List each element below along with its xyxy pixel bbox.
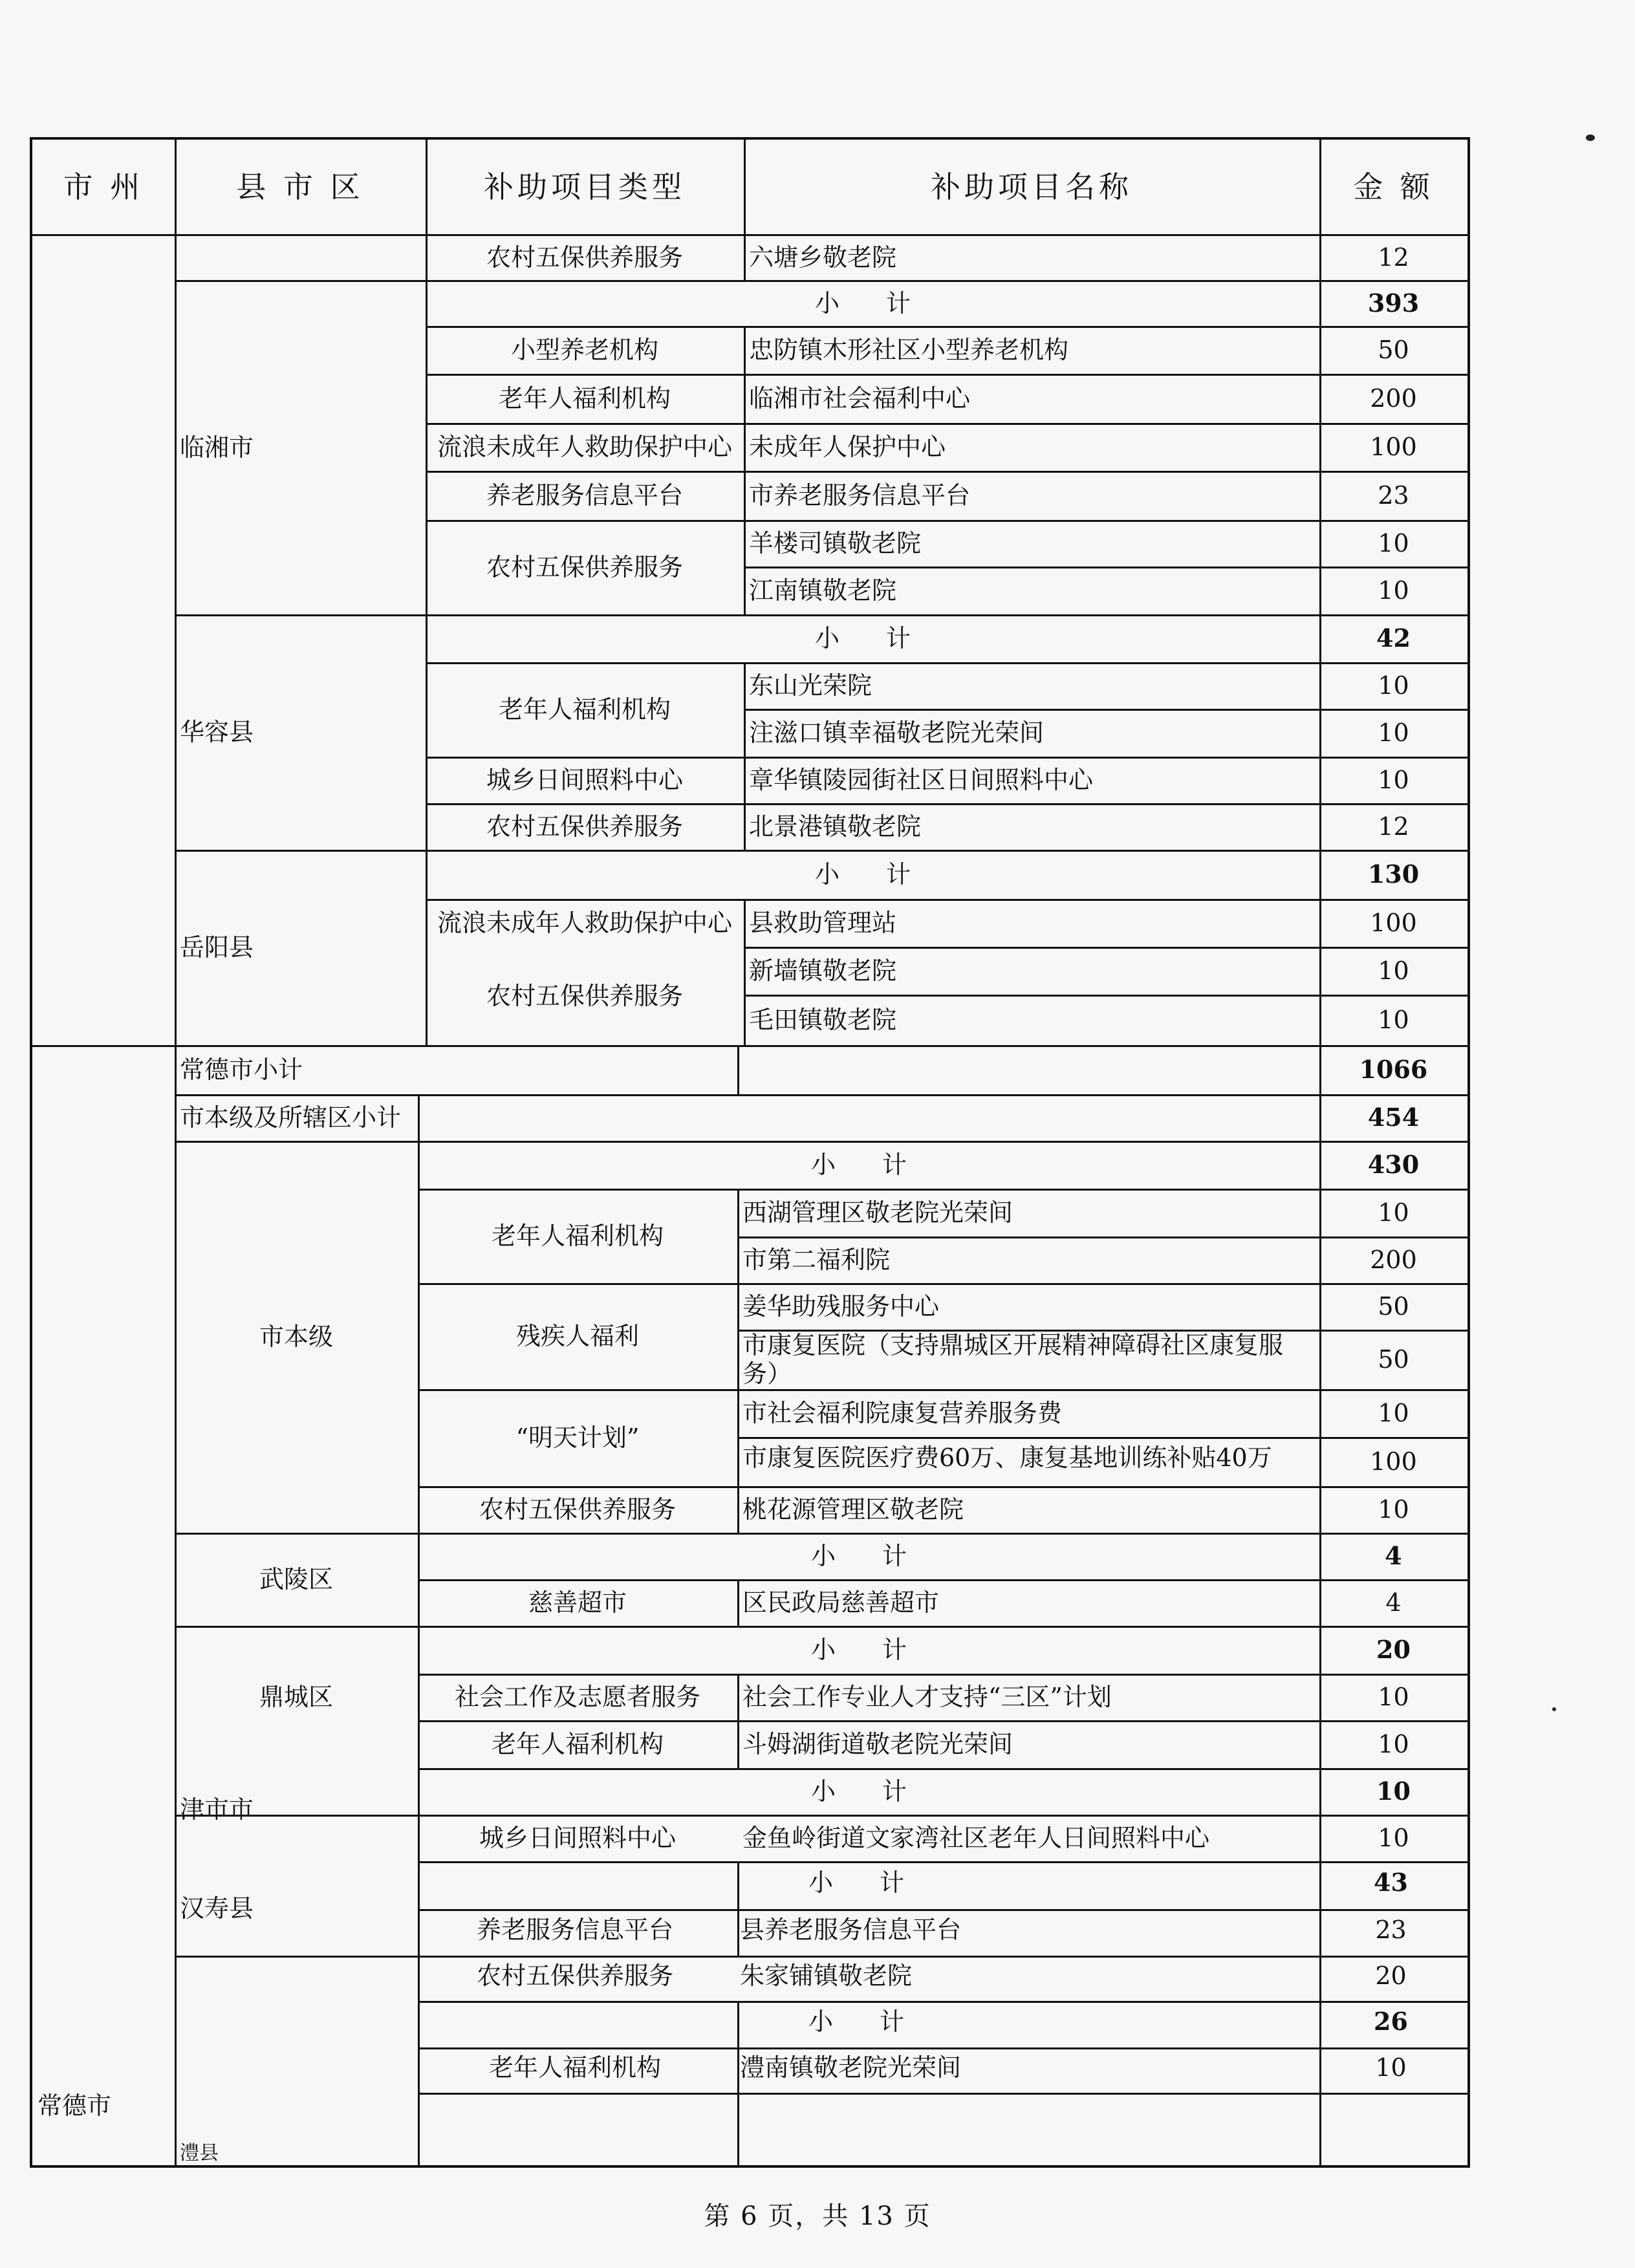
- amount: 10: [1378, 1495, 1409, 1524]
- amount: 100: [1370, 1447, 1417, 1476]
- subtotal-label: 小 计: [810, 1150, 927, 1179]
- subtotal-label: 小 计: [810, 1542, 927, 1570]
- amount: 50: [1378, 1292, 1409, 1321]
- project-type: 农村五保供养服务: [486, 553, 683, 581]
- project-name: 北景港镇敬老院: [749, 812, 922, 841]
- subtotal-label: 小 计: [810, 1636, 927, 1664]
- project-name: 东山光荣院: [749, 671, 872, 700]
- project-name: 社会工作专业人才支持“三区”计划: [742, 1683, 1112, 1711]
- project-name: 斗姆湖街道敬老院光荣间: [742, 1730, 1013, 1758]
- project-name: 市康复医院（支持鼎城区开展精神障碍社区康复服务）: [742, 1331, 1284, 1388]
- amount: 10: [1378, 529, 1409, 557]
- amount: 200: [1370, 1246, 1417, 1274]
- amount: 10: [1378, 1006, 1409, 1034]
- subtotal-amount: 10: [1376, 1777, 1411, 1806]
- project-name: 澧南镇敬老院光荣间: [740, 2053, 962, 2082]
- county-yueyang: 岳阳县: [180, 933, 254, 962]
- amount: 23: [1375, 1916, 1407, 1944]
- amount: 4: [1385, 1588, 1402, 1617]
- project-name: 市养老服务信息平台: [749, 481, 971, 510]
- subtotal-amount: 130: [1367, 859, 1420, 889]
- subtotal-amount: 43: [1374, 1868, 1408, 1897]
- project-name: 羊楼司镇敬老院: [749, 529, 922, 557]
- county-hanshou: 汉寿县: [180, 1894, 254, 1923]
- amount: 23: [1378, 481, 1409, 510]
- header-amount: 金 额: [1353, 169, 1434, 204]
- amount: 10: [1378, 1683, 1409, 1711]
- project-name: 市康复医院医疗费60万、康复基地训练补贴40万: [742, 1443, 1272, 1472]
- project-name: 桃花源管理区敬老院: [742, 1495, 964, 1524]
- project-type: 老年人福利机构: [498, 695, 671, 724]
- amount: 10: [1378, 766, 1409, 794]
- project-name: 县养老服务信息平台: [740, 1916, 962, 1944]
- project-type: 残疾人福利: [515, 1322, 639, 1350]
- city-level-total-label: 市本级及所辖区小计: [180, 1103, 402, 1132]
- project-name: 注滋口镇幸福敬老院光荣间: [749, 718, 1045, 747]
- project-type: “明天计划”: [515, 1423, 640, 1452]
- project-name: 新墙镇敬老院: [749, 956, 897, 985]
- project-name: 六塘乡敬老院: [749, 243, 897, 272]
- project-type: 农村五保供养服务: [486, 982, 683, 1010]
- subtotal-amount: 430: [1367, 1150, 1420, 1179]
- county-dingcheng: 鼎城区: [259, 1683, 333, 1711]
- county-wuling: 武陵区: [259, 1565, 333, 1593]
- project-name: 市第二福利院: [742, 1246, 891, 1274]
- subtotal-label: 小 计: [814, 860, 931, 889]
- project-type: 农村五保供养服务: [486, 812, 683, 841]
- project-name: 姜华助残服务中心: [742, 1292, 940, 1321]
- subtotal-amount: 4: [1385, 1541, 1402, 1570]
- scan-speck: [1586, 135, 1595, 141]
- project-name: 章华镇陵园街社区日间照料中心: [749, 766, 1094, 794]
- project-type: 农村五保供养服务: [486, 243, 683, 272]
- amount: 10: [1378, 576, 1409, 605]
- header-project-type: 补助项目类型: [484, 169, 686, 204]
- header-city: 市 州: [63, 169, 144, 204]
- project-type: 小型养老机构: [510, 336, 658, 364]
- city-changde: 常德市: [38, 2091, 112, 2120]
- project-name: 西湖管理区敬老院光荣间: [742, 1198, 1013, 1227]
- project-type: 老年人福利机构: [498, 384, 671, 413]
- amount: 12: [1378, 243, 1409, 272]
- subtotal-amount: 20: [1376, 1635, 1411, 1664]
- amount: 10: [1378, 956, 1409, 985]
- project-type: 老年人福利机构: [491, 1222, 664, 1250]
- amount: 200: [1370, 384, 1417, 413]
- project-type: 社会工作及志愿者服务: [454, 1683, 700, 1711]
- project-type: 养老服务信息平台: [486, 481, 683, 510]
- project-type: 流浪未成年人救助保护中心: [437, 433, 732, 461]
- project-type: 养老服务信息平台: [476, 1916, 673, 1944]
- amount: 10: [1378, 718, 1409, 747]
- project-name: 金鱼岭街道文家湾社区老年人日间照料中心: [742, 1824, 1210, 1852]
- changde-total-label: 常德市小计: [180, 1055, 303, 1084]
- header-county: 县 市 区: [236, 169, 364, 204]
- amount: 20: [1375, 1961, 1407, 1990]
- page-footer: 第 6 页，共 13 页: [704, 2201, 931, 2231]
- project-type: 流浪未成年人救助保护中心: [437, 909, 732, 937]
- table-overlay: [30, 137, 1470, 2168]
- county-huarong: 华容县: [180, 718, 254, 746]
- amount: 10: [1378, 1399, 1409, 1427]
- project-type: 老年人福利机构: [488, 2053, 661, 2082]
- project-type: 城乡日间照料中心: [479, 1824, 676, 1852]
- changde-total-amount: 1066: [1359, 1055, 1428, 1084]
- subtotal-amount: 26: [1374, 2007, 1408, 2036]
- subtotal-label: 小 计: [814, 624, 931, 653]
- amount: 100: [1370, 909, 1417, 937]
- subtotal-amount: 393: [1367, 288, 1420, 318]
- project-name: 未成年人保护中心: [749, 433, 946, 461]
- project-name: 县救助管理站: [749, 909, 897, 937]
- project-type: 慈善超市: [528, 1588, 627, 1617]
- subtotal-label: 小 计: [808, 1868, 924, 1897]
- scan-speck: [1552, 1707, 1556, 1711]
- county-lixian: 澧县: [180, 2142, 219, 2165]
- amount: 10: [1375, 2053, 1407, 2082]
- amount: 50: [1378, 336, 1409, 364]
- project-type: 农村五保供养服务: [476, 1961, 673, 1990]
- project-name: 忠防镇木形社区小型养老机构: [749, 336, 1069, 364]
- county-shibenji: 市本级: [259, 1323, 333, 1351]
- project-name: 区民政局慈善超市: [742, 1588, 940, 1617]
- project-type: 老年人福利机构: [491, 1730, 664, 1758]
- amount: 10: [1378, 1730, 1409, 1758]
- amount: 10: [1378, 671, 1409, 700]
- amount: 10: [1378, 1824, 1409, 1852]
- amount: 10: [1378, 1198, 1409, 1227]
- city-level-total-amount: 454: [1367, 1103, 1420, 1132]
- subtotal-label: 小 计: [808, 2007, 924, 2036]
- project-name: 市社会福利院康复营养服务费: [742, 1399, 1063, 1427]
- project-type: 农村五保供养服务: [479, 1495, 676, 1524]
- amount: 100: [1370, 433, 1417, 461]
- county-linxiang: 临湘市: [180, 433, 254, 462]
- amount: 12: [1378, 812, 1409, 841]
- subtotal-label: 小 计: [810, 1777, 927, 1806]
- subtotal-amount: 42: [1376, 623, 1411, 653]
- project-name: 毛田镇敬老院: [749, 1006, 897, 1034]
- county-jinshi: 津市市: [180, 1795, 254, 1824]
- project-name: 朱家铺镇敬老院: [740, 1961, 913, 1990]
- project-type: 城乡日间照料中心: [486, 766, 683, 794]
- project-name: 临湘市社会福利中心: [749, 384, 971, 413]
- subtotal-label: 小 计: [814, 288, 931, 318]
- header-project-name: 补助项目名称: [931, 169, 1132, 204]
- project-name: 江南镇敬老院: [749, 576, 897, 605]
- amount: 50: [1378, 1345, 1409, 1374]
